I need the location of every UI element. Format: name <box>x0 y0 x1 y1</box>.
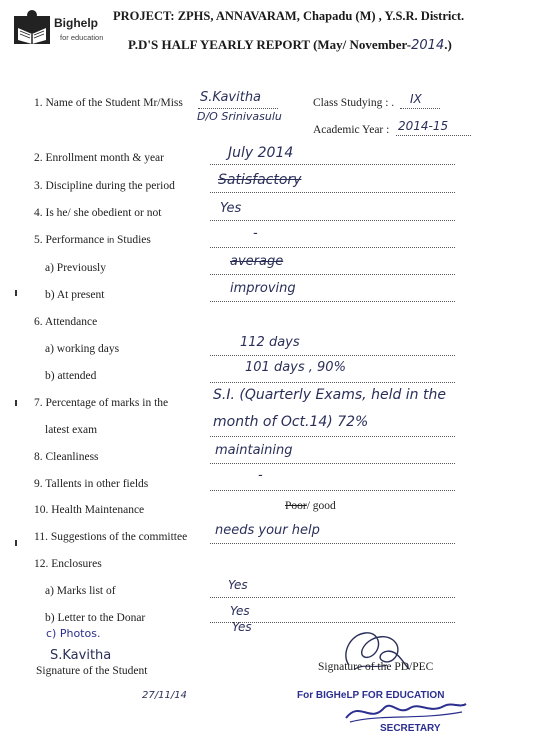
obedient-dots <box>210 220 455 221</box>
enrollment-dots <box>210 164 455 165</box>
attendance-label: 6. Attendance <box>34 316 98 328</box>
book-reader-logo-icon <box>10 6 54 48</box>
performance-dots <box>210 247 455 248</box>
enrollment-label: 2. Enrollment month & year <box>34 152 164 164</box>
year-label: Academic Year : <box>313 124 390 136</box>
cleanliness-value: maintaining <box>215 443 293 458</box>
suggestions-value: needs your help <box>215 523 320 538</box>
letter-donar-label: b) Letter to the Donar <box>45 612 146 624</box>
discipline-value: Satisfactory <box>218 172 302 188</box>
obedient-value: Yes <box>220 201 242 216</box>
photos-label: c) Photos. <box>46 627 101 640</box>
class-dots <box>400 108 440 109</box>
at-present-value: improving <box>230 281 296 296</box>
performance-label-c: Studies <box>117 234 151 246</box>
marks-list-label: a) Marks list of <box>45 585 116 597</box>
logo <box>10 6 110 48</box>
percentage-dots <box>210 436 455 437</box>
attended-value: 101 days , 90% <box>245 360 346 375</box>
performance-label-a: 5. Performance <box>34 234 105 246</box>
talents-label: 9. Tallents in other fields <box>34 478 149 490</box>
year-value: 2014-15 <box>398 119 449 133</box>
cleanliness-label: 8. Cleanliness <box>34 451 99 463</box>
previously-dots <box>210 274 455 275</box>
health-label: 10. Health Maintenance <box>34 504 145 516</box>
signature-date: 27/11/14 <box>142 690 187 701</box>
student-signature-label: Signature of the Student <box>36 665 148 677</box>
parent-name: D/O Srinivasulu <box>197 110 282 123</box>
name-dots <box>198 108 278 109</box>
performance-label-b: in <box>107 235 115 245</box>
report-title <box>128 36 452 54</box>
logo-tagline: for education <box>60 33 104 42</box>
health-options <box>285 500 336 512</box>
percentage-value-cont: month of Oct.14) 72% <box>213 414 369 430</box>
attended-label: b) attended <box>45 370 97 382</box>
working-days-dots <box>210 355 455 356</box>
talents-value: - <box>258 468 263 483</box>
obedient-label: 4. Is he/ she obedient or not <box>34 207 162 219</box>
cleanliness-dots <box>210 463 455 464</box>
percentage-label: 7. Percentage of marks in the <box>34 397 169 409</box>
class-label: Class Studying : . <box>313 97 395 109</box>
percentage-value: S.I. (Quarterly Exams, held in the <box>213 387 446 403</box>
name-label: 1. Name of the Student Mr/Miss <box>34 97 183 109</box>
previously-label: a) Previously <box>45 262 107 274</box>
class-value: IX <box>410 92 422 106</box>
stamp-line1: For BIGHeLP FOR EDUCATION <box>297 690 445 701</box>
logo-name: Bighelp <box>54 16 98 30</box>
pd-signature-label: Signature of the PD/PEC <box>318 661 434 673</box>
photos-value: Yes <box>232 620 252 634</box>
report-title-suffix: .) <box>444 37 452 52</box>
student-signature: S.Kavitha <box>50 648 112 663</box>
health-poor: Poor <box>285 500 307 512</box>
stamp-line2: SECRETARY <box>380 723 441 734</box>
secretary-signature-icon <box>340 696 470 726</box>
previously-value: average <box>230 254 284 269</box>
marks-list-value: Yes <box>228 578 248 592</box>
talents-dots <box>210 490 455 491</box>
at-present-dots <box>210 301 455 302</box>
suggestions-label: 11. Suggestions of the committee <box>34 531 188 543</box>
report-title-prefix: P.D'S HALF YEARLY REPORT (May/ November- <box>128 37 412 52</box>
report-year: 2014 <box>411 38 445 53</box>
health-good: / good <box>306 500 336 512</box>
working-days-label: a) working days <box>45 343 120 355</box>
margin-mark <box>15 540 17 546</box>
discipline-dots <box>210 192 455 193</box>
year-dots <box>396 135 471 136</box>
enclosures-label: 12. Enclosures <box>34 558 102 570</box>
suggestions-dots <box>210 543 455 544</box>
at-present-label: b) At present <box>45 289 105 301</box>
performance-label <box>34 234 151 246</box>
attended-dots <box>210 382 455 383</box>
working-days-value: 112 days <box>240 335 300 350</box>
student-name: S.Kavitha <box>200 90 262 105</box>
latest-exam-label: latest exam <box>45 424 98 436</box>
performance-value: - <box>253 226 258 241</box>
project-line: PROJECT: ZPHS, ANNAVARAM, Chapadu (M) , Y.S.R. District. <box>113 9 465 23</box>
enrollment-value: July 2014 <box>228 145 294 161</box>
margin-mark <box>15 400 17 406</box>
discipline-label: 3. Discipline during the period <box>34 180 175 192</box>
marks-list-dots <box>210 597 455 598</box>
letter-donar-value: Yes <box>230 604 250 618</box>
margin-mark <box>15 290 17 296</box>
